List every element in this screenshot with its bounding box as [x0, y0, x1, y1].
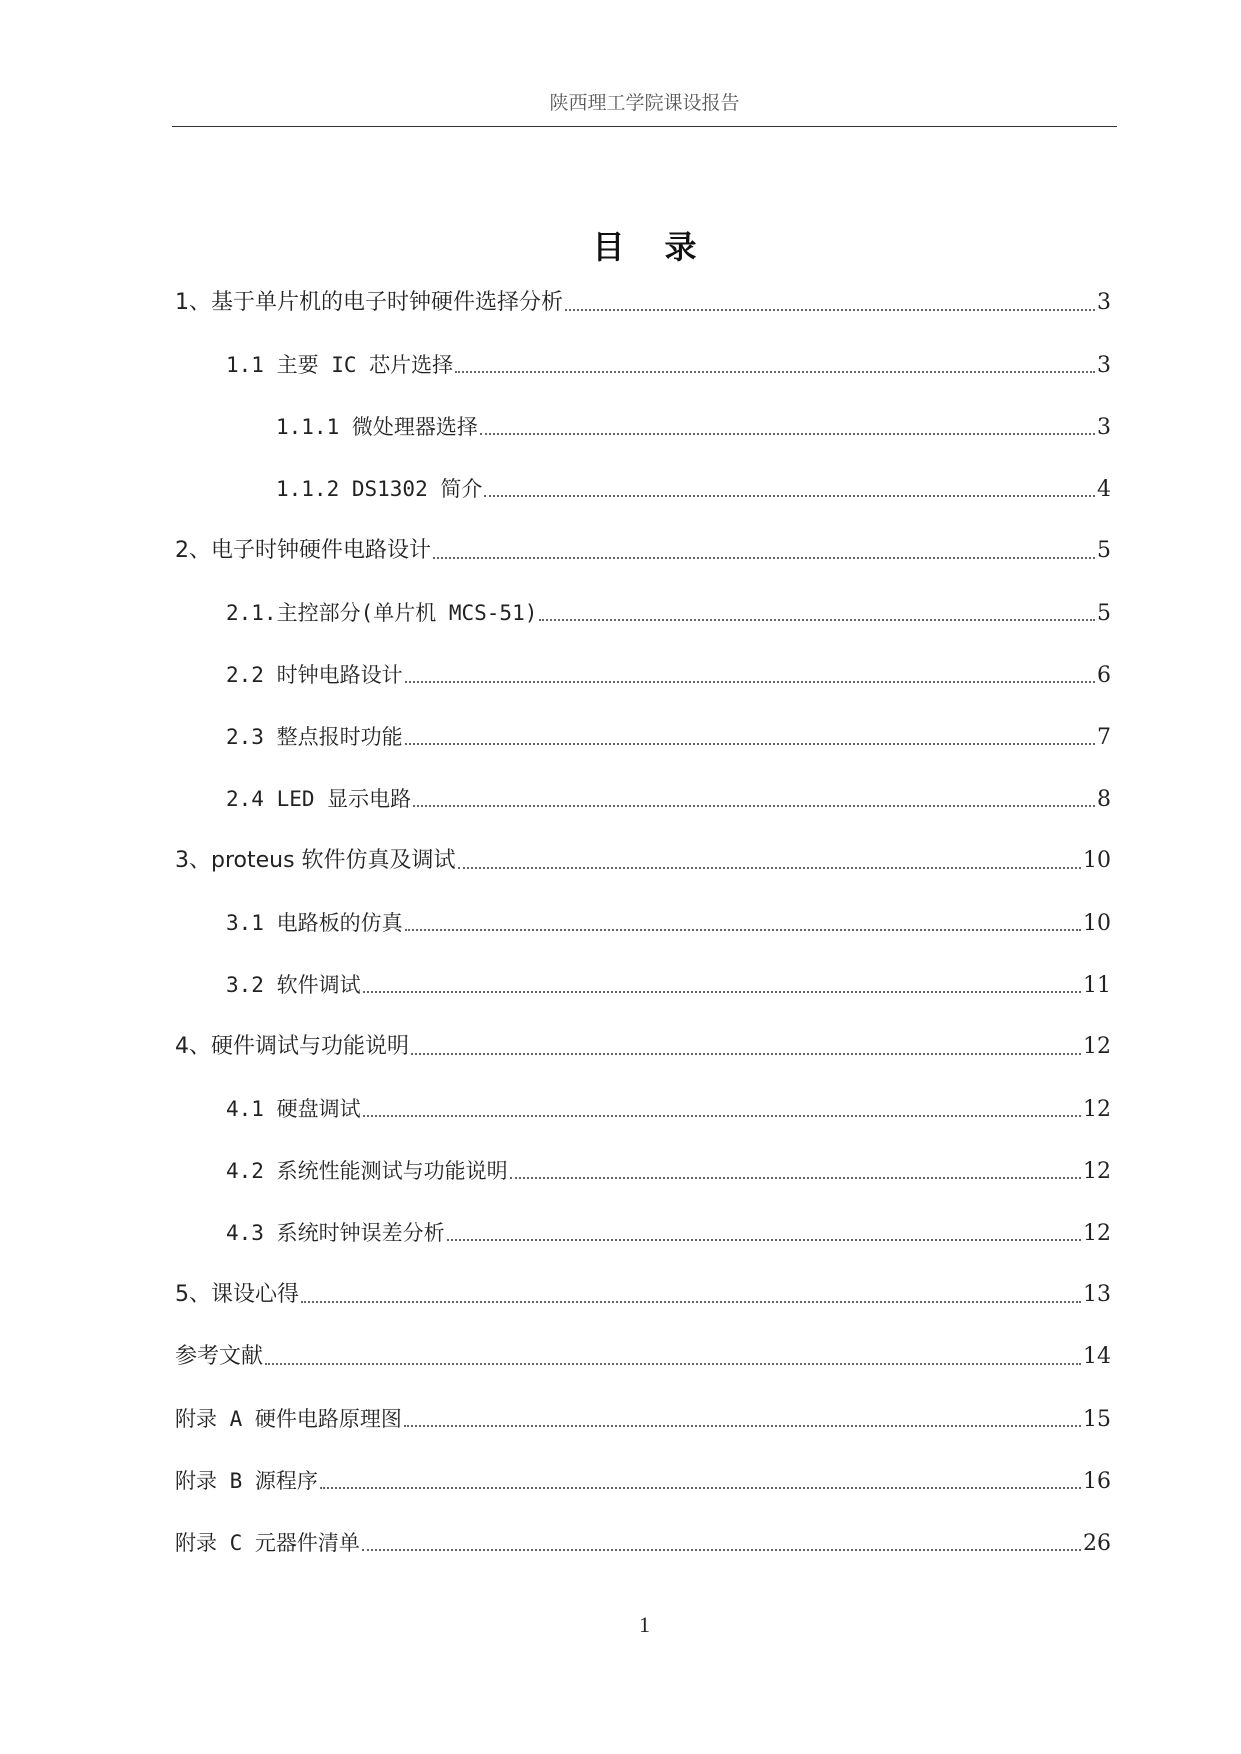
dot-leader — [455, 370, 1095, 373]
page-number: 1 — [639, 1612, 650, 1637]
toc-entry-page: 3 — [1097, 353, 1111, 378]
toc-entry-label: 5、课设心得 — [175, 1282, 299, 1307]
toc-entry-page: 12 — [1083, 1221, 1111, 1246]
toc-entry-label: 2.1.主控部分(单片机 MCS-51) — [226, 601, 538, 625]
dot-leader — [539, 618, 1095, 621]
toc-entry-label: 2.4 LED 显示电路 — [226, 787, 412, 811]
toc-entry[interactable] — [226, 348, 1111, 382]
toc-entry[interactable] — [226, 596, 1111, 630]
toc-entry-label: 1、基于单片机的电子时钟硬件选择分析 — [175, 290, 563, 315]
toc-entry[interactable] — [175, 534, 1111, 568]
toc-entry-page: 6 — [1097, 663, 1111, 688]
toc-entry[interactable] — [175, 1464, 1111, 1498]
toc-entry-page: 10 — [1083, 848, 1111, 873]
toc-entry-page: 10 — [1083, 911, 1111, 936]
toc-entry[interactable] — [175, 1340, 1111, 1374]
toc-entry-page: 8 — [1097, 787, 1111, 812]
toc-entry[interactable] — [175, 1278, 1111, 1312]
toc-entry-page: 12 — [1083, 1097, 1111, 1122]
toc-entry[interactable] — [175, 1030, 1111, 1064]
toc-entry[interactable] — [226, 720, 1111, 754]
dot-leader — [480, 432, 1095, 435]
dot-leader — [433, 556, 1095, 559]
dot-leader — [565, 308, 1095, 311]
toc-entry-page: 5 — [1097, 538, 1111, 563]
toc-entry-label: 3、proteus 软件仿真及调试 — [175, 848, 456, 873]
toc-entry[interactable] — [276, 410, 1111, 444]
toc-title: 目录 — [592, 228, 737, 266]
toc-entry-label: 4、硬件调试与功能说明 — [175, 1034, 409, 1059]
toc-entry-label: 3.2 软件调试 — [226, 973, 361, 997]
dot-leader — [301, 1300, 1081, 1303]
toc-entry-page: 3 — [1097, 290, 1111, 315]
toc-entry-label: 4.1 硬盘调试 — [226, 1097, 361, 1121]
running-header: 陕西理工学院课设报告 — [549, 92, 740, 114]
toc-entry[interactable] — [175, 844, 1111, 878]
toc-entry[interactable] — [276, 472, 1111, 506]
toc-entry-page: 7 — [1097, 725, 1111, 750]
toc-entry-page: 26 — [1083, 1531, 1111, 1556]
toc-entry-page: 3 — [1097, 415, 1111, 440]
toc-entry-page: 12 — [1083, 1159, 1111, 1184]
toc-entry-page: 11 — [1083, 973, 1111, 998]
toc-entry-label: 参考文献 — [175, 1344, 264, 1369]
toc-entry-page: 14 — [1083, 1344, 1111, 1369]
toc-entry-label: 2.2 时钟电路设计 — [226, 663, 403, 687]
dot-leader — [362, 1548, 1081, 1551]
toc-entry[interactable] — [226, 1092, 1111, 1126]
toc-entry[interactable] — [226, 782, 1111, 816]
dot-leader — [404, 1424, 1081, 1427]
toc-entry[interactable] — [175, 1402, 1111, 1436]
dot-leader — [447, 1238, 1081, 1241]
toc-entry-page: 5 — [1097, 601, 1111, 626]
toc-entry[interactable] — [226, 1216, 1111, 1250]
toc-entry-page: 12 — [1083, 1034, 1111, 1059]
dot-leader — [405, 928, 1081, 931]
dot-leader — [405, 680, 1095, 683]
toc-entry-label: 2、电子时钟硬件电路设计 — [175, 538, 431, 563]
dot-leader — [413, 804, 1095, 807]
dot-leader — [405, 742, 1095, 745]
toc-entry-label: 4.2 系统性能测试与功能说明 — [226, 1159, 508, 1183]
toc-entry[interactable] — [226, 968, 1111, 1002]
toc-entry[interactable] — [175, 1526, 1111, 1560]
dot-leader — [484, 494, 1095, 497]
toc-entry-page: 15 — [1083, 1407, 1111, 1432]
dot-leader — [363, 990, 1081, 993]
dot-leader — [458, 866, 1081, 869]
dot-leader — [363, 1114, 1081, 1117]
toc-entry-page: 4 — [1097, 477, 1111, 502]
dot-leader — [265, 1362, 1081, 1365]
toc-entry-label: 附录 B 源程序 — [175, 1469, 318, 1493]
toc-entry-label: 附录 A 硬件电路原理图 — [175, 1407, 402, 1431]
dot-leader — [411, 1052, 1081, 1055]
toc-entry[interactable] — [226, 1154, 1111, 1188]
toc-entry-label: 附录 C 元器件清单 — [175, 1531, 360, 1555]
toc-entry[interactable] — [175, 286, 1111, 320]
toc-entry-label: 4.3 系统时钟误差分析 — [226, 1221, 445, 1245]
toc-entry-page: 13 — [1083, 1282, 1111, 1307]
toc-entry-label: 3.1 电路板的仿真 — [226, 911, 403, 935]
dot-leader — [320, 1486, 1081, 1489]
dot-leader — [510, 1176, 1081, 1179]
toc-entry-label: 1.1.2 DS1302 简介 — [276, 477, 483, 501]
toc-entry-label: 2.3 整点报时功能 — [226, 725, 403, 749]
toc-entry-page: 16 — [1083, 1469, 1111, 1494]
toc-entry[interactable] — [226, 906, 1111, 940]
toc-entry-label: 1.1 主要 IC 芯片选择 — [226, 353, 454, 377]
toc-entry-label: 1.1.1 微处理器选择 — [276, 415, 478, 439]
toc-entry[interactable] — [226, 658, 1111, 692]
